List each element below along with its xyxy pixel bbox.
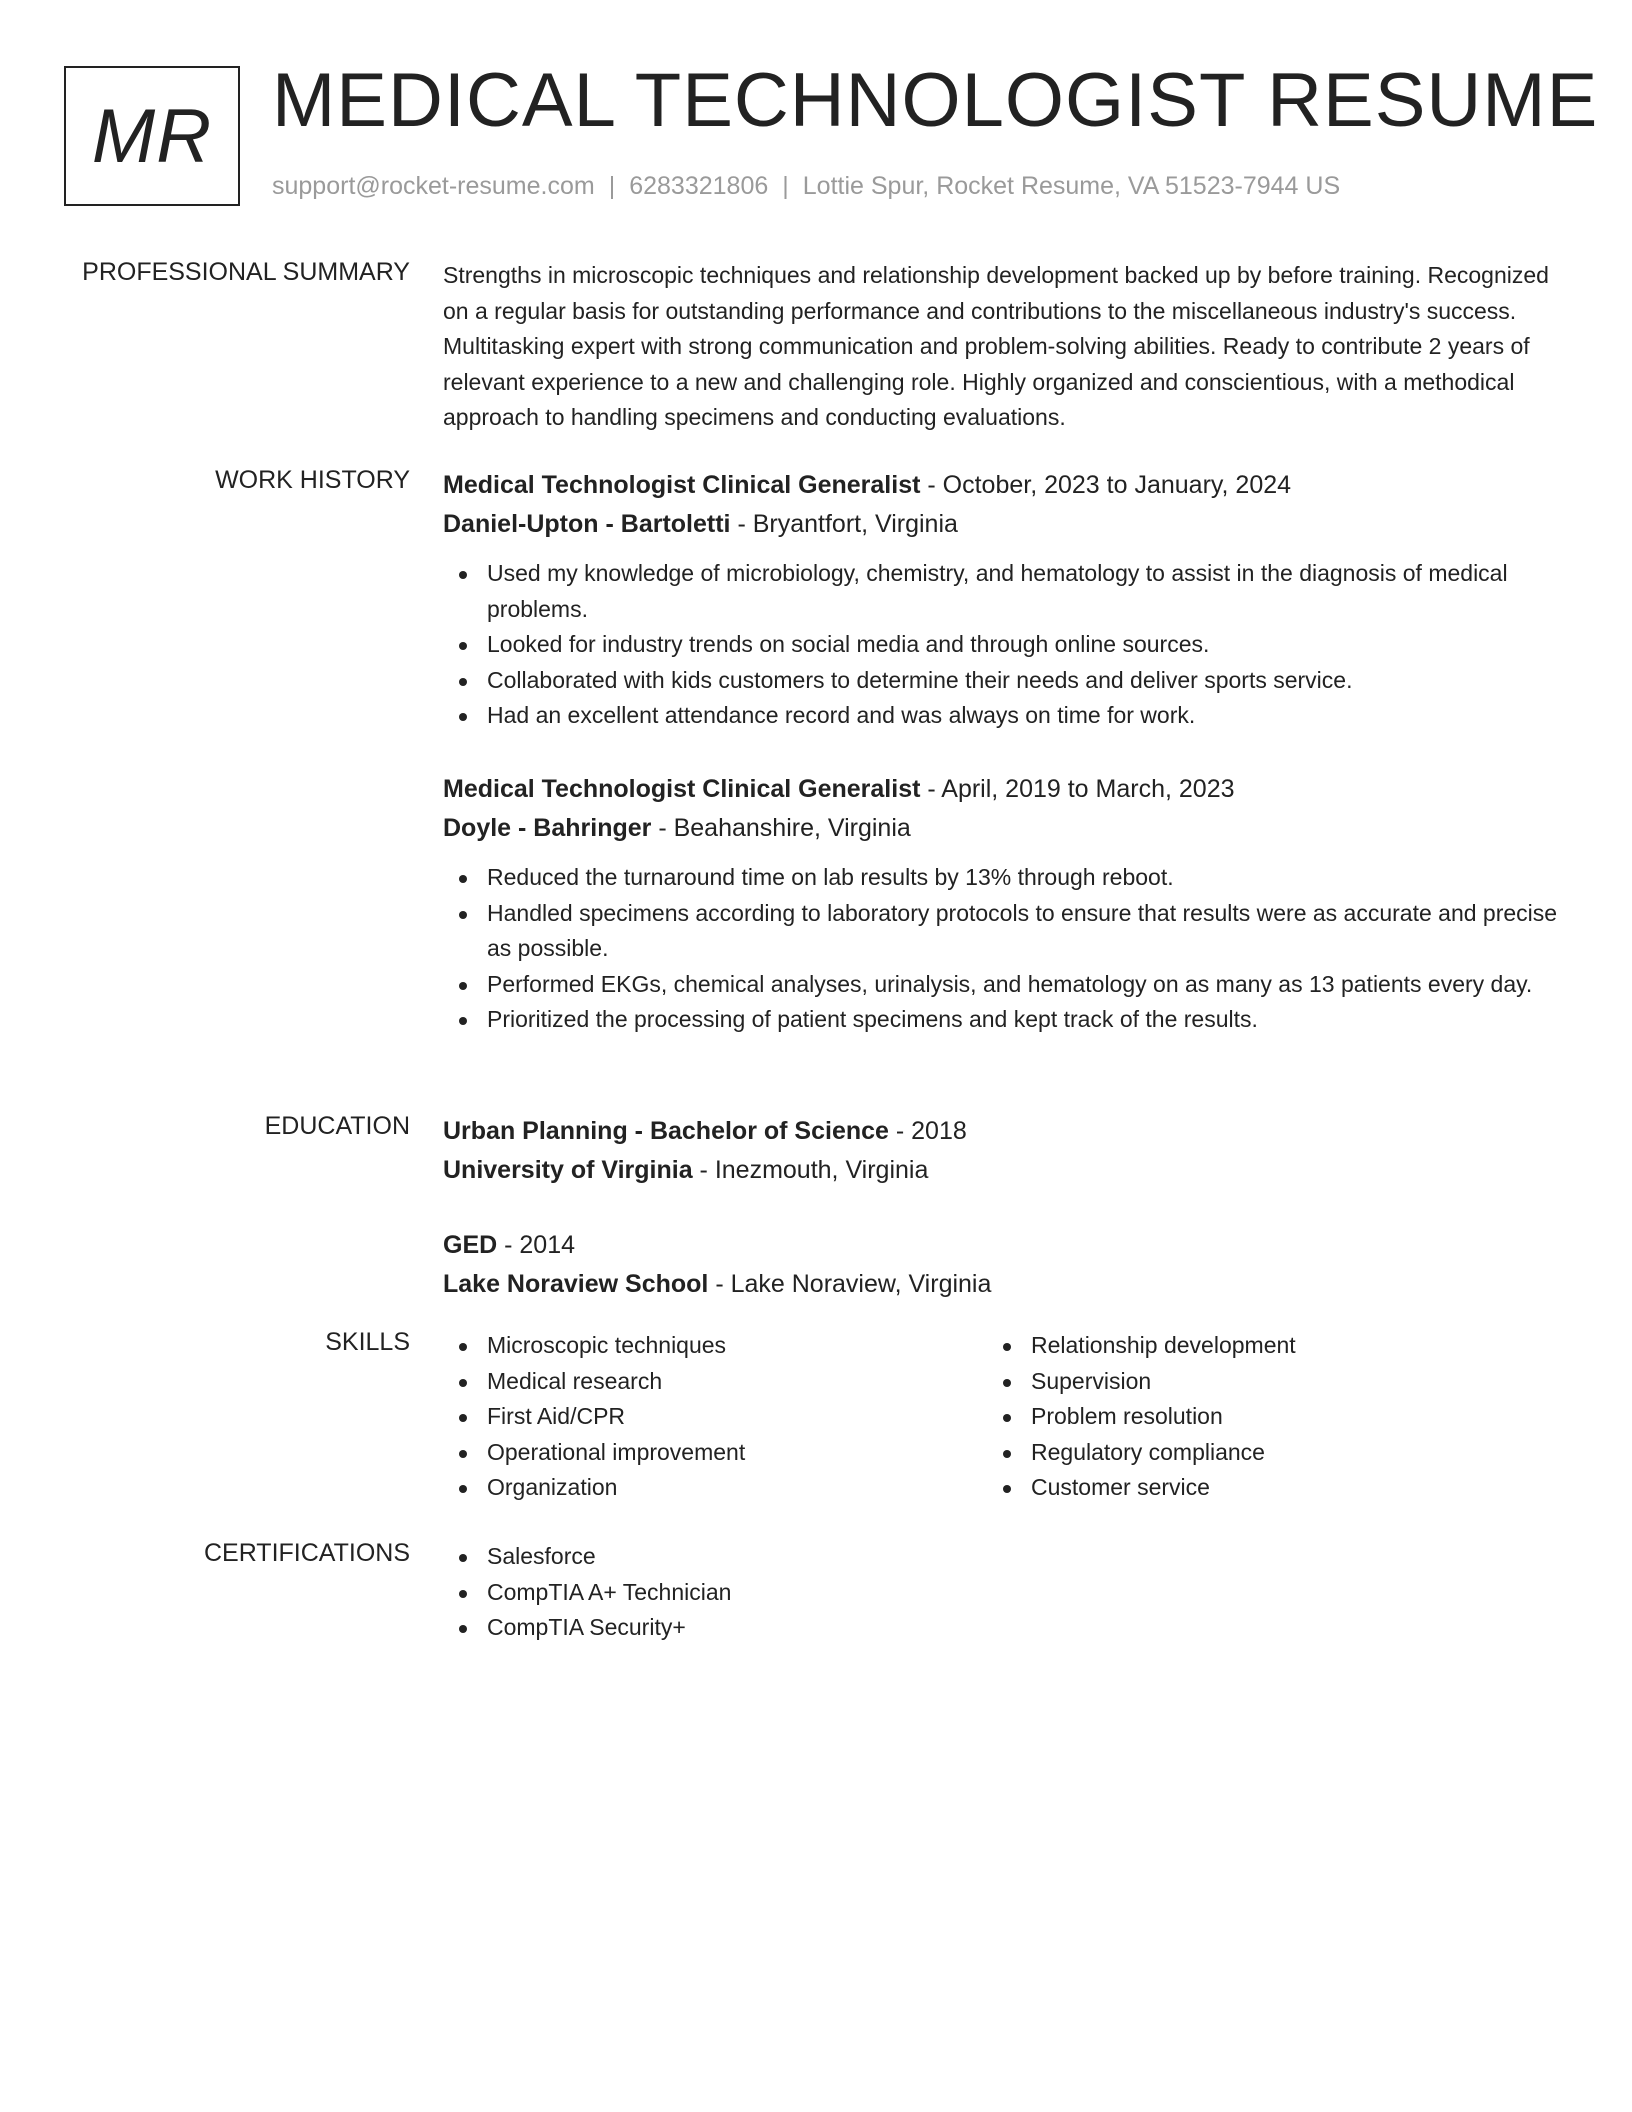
contact-email: support@rocket-resume.com — [272, 172, 595, 200]
job-entry — [443, 770, 1563, 1038]
certifications-list — [443, 1539, 1563, 1646]
job-dates: - April, 2019 to March, 2023 — [920, 774, 1235, 803]
resume-title: MEDICAL TECHNOLOGIST RESUME — [272, 58, 1599, 143]
contact-separator: | — [608, 172, 616, 200]
skills-list-right — [987, 1328, 1531, 1506]
school: University of Virginia — [443, 1156, 693, 1184]
job-duties-list — [443, 556, 1563, 734]
degree-year: - 2014 — [497, 1231, 576, 1259]
work-history-heading: WORK HISTORY — [215, 466, 410, 494]
job-duties-list — [443, 860, 1563, 1038]
job-title: Medical Technologist Clinical Generalist — [443, 774, 921, 803]
education-heading: EDUCATION — [264, 1112, 410, 1140]
education-entry — [443, 1226, 1563, 1304]
school-location: - Lake Noraview, Virginia — [708, 1270, 992, 1298]
skill-item: Regulatory compliance — [987, 1435, 1531, 1471]
job-duty: Had an excellent attendance record and was always on time for work. — [443, 698, 1563, 734]
certification-item: CompTIA A+ Technician — [443, 1575, 1563, 1611]
job-dates: - October, 2023 to January, 2024 — [920, 471, 1292, 499]
skill-item: Medical research — [443, 1364, 987, 1400]
job-duty: Reduced the turnaround time on lab results by 13% through reboot. — [443, 860, 1563, 896]
skill-item: Microscopic techniques — [443, 1328, 987, 1364]
degree-line — [443, 1226, 1563, 1265]
degree: GED — [443, 1231, 498, 1259]
summary-text: Strengths in microscopic techniques and relationship development backed up by before training. Recognized on a regular basis for outstanding performance and contributions to the miscellaneous industry's success. Multitasking expert with strong communication and problem-solving abilities. Ready to contribute 2 years of relevant experience to a new and challenging role. Highly organized and conscientious, with a methodical approach to handling specimens and conducting evaluations. — [443, 262, 1549, 431]
skill-item: Organization — [443, 1470, 987, 1506]
degree: Urban Planning - Bachelor of Science — [443, 1117, 889, 1145]
skills-heading: SKILLS — [325, 1328, 410, 1356]
job-company-line — [443, 505, 1563, 544]
job-duty: Prioritized the processing of patient specimens and kept track of the results. — [443, 1002, 1563, 1038]
job-location: - Beahanshire, Virginia — [651, 813, 911, 842]
skill-item: Relationship development — [987, 1328, 1531, 1364]
job-title: Medical Technologist Clinical Generalist — [443, 471, 921, 499]
school: Lake Noraview School — [443, 1270, 709, 1298]
skill-item: Customer service — [987, 1470, 1531, 1506]
skills-list-left — [443, 1328, 987, 1506]
job-title-line — [443, 466, 1563, 505]
job-duty: Looked for industry trends on social media and through online sources. — [443, 627, 1563, 663]
job-duty: Performed EKGs, chemical analyses, urinalysis, and hematology on as many as 13 patients every day. — [443, 967, 1563, 1003]
certifications-heading: CERTIFICATIONS — [203, 1539, 410, 1567]
skill-item: Operational improvement — [443, 1435, 987, 1471]
skill-item: First Aid/CPR — [443, 1399, 987, 1435]
certification-item: Salesforce — [443, 1539, 1563, 1575]
certification-item: CompTIA Security+ — [443, 1610, 1563, 1646]
summary-heading: PROFESSIONAL SUMMARY — [82, 258, 410, 286]
degree-year: - 2018 — [888, 1117, 967, 1145]
contact-separator: | — [782, 172, 789, 200]
job-title-line — [443, 770, 1563, 809]
job-company-line — [443, 809, 1563, 848]
job-company: Daniel-Upton - Bartoletti — [443, 510, 731, 538]
job-duty: Used my knowledge of microbiology, chemistry, and hematology to assist in the diagnosis of medical problems. — [443, 556, 1563, 627]
job-entry — [443, 466, 1563, 734]
skill-item: Problem resolution — [987, 1399, 1531, 1435]
job-duty: Handled specimens according to laboratory protocols to ensure that results were as accurate and precise as possible. — [443, 896, 1563, 967]
contact-line — [272, 172, 1340, 201]
school-line — [443, 1151, 1563, 1190]
degree-line — [443, 1112, 1563, 1151]
job-location: - Bryantfort, Virginia — [730, 510, 958, 538]
school-line — [443, 1265, 1563, 1304]
monogram-logo: MR — [64, 66, 240, 206]
school-location: - Inezmouth, Virginia — [692, 1156, 929, 1184]
contact-phone: 6283321806 — [629, 172, 769, 200]
contact-address: Lottie Spur, Rocket Resume, VA 51523-7944 US — [802, 172, 1341, 200]
job-company: Doyle - Bahringer — [443, 813, 652, 842]
education-entry — [443, 1112, 1563, 1190]
skill-item: Supervision — [987, 1364, 1531, 1400]
job-duty: Collaborated with kids customers to determine their needs and deliver sports service. — [443, 663, 1563, 699]
